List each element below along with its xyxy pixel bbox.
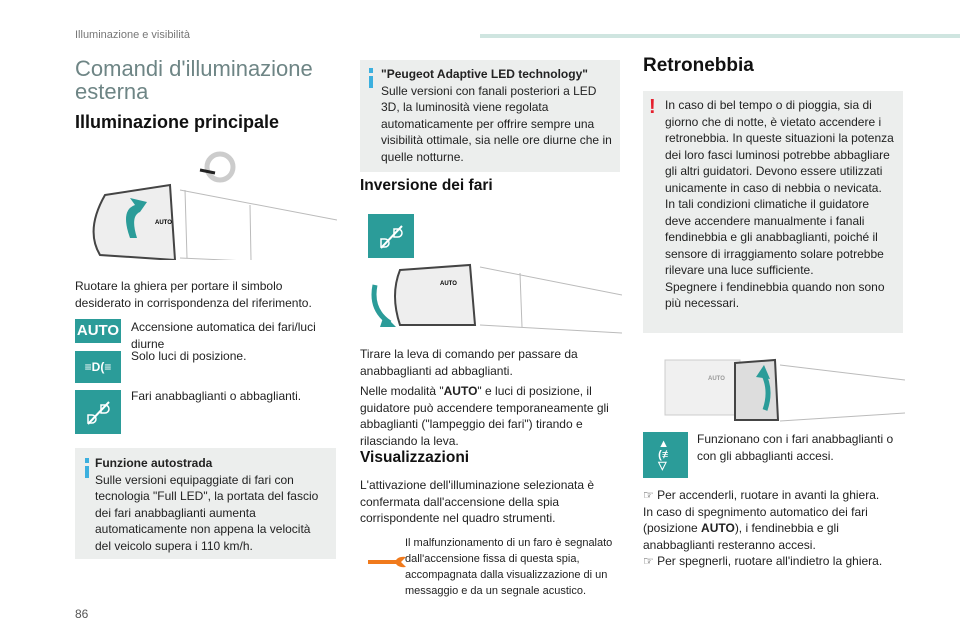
info-text: Sulle versioni con fanali posteriori a LED 3D, la luminosità viene regolata automaticamente per offrire sempre una visibilità ottimale, sia nelle ore diurne che in quelle notturne. <box>381 83 612 164</box>
intro-text: Ruotare la ghiera per portare il simbolo desiderato in corrispondenza del riferimento. <box>75 279 312 310</box>
hand-icon: ☞ <box>643 554 658 568</box>
beam-text: Fari anabbaglianti o abbaglianti. <box>131 389 302 403</box>
heading-main-lighting: Illuminazione principale <box>75 112 280 132</box>
info-title: "Peugeot Adaptive LED technology" <box>381 67 588 81</box>
info-text: Sulle versioni equipaggiate di fari con tecnologia "Full LED", la portata del fascio dei fari anabbaglianti aumenta automaticamente non appena la velocità del veicolo supera i 110 km/h. <box>95 472 319 553</box>
warning-icon: ! <box>649 96 656 118</box>
fog-ring-illustration <box>660 355 905 425</box>
heading-displays: Visualizzazioni <box>360 449 470 466</box>
step-on: Per accenderli, ruotare in avanti la ghiera. <box>657 488 880 502</box>
warning-box-fog <box>643 91 903 333</box>
info-icon-stem <box>369 76 373 88</box>
flash-text <box>360 383 622 449</box>
page-number: 86 <box>75 607 89 621</box>
svg-text:AUTO: AUTO <box>440 281 457 287</box>
info-icon <box>369 68 373 73</box>
header-bar <box>480 34 960 38</box>
stalk-pull-illustration <box>360 255 622 340</box>
info-icon <box>85 458 89 463</box>
section-header: Illuminazione e visibilità <box>75 29 190 41</box>
info-box-adaptive-led <box>360 60 620 172</box>
dipped-main-beam-icon <box>368 214 414 258</box>
info-box-motorway <box>75 448 336 559</box>
fog-text: Funzionano con i fari anabbaglianti o con gli abbaglianti accesi. <box>697 432 894 463</box>
page-title: Comandi d'illuminazione esterna <box>75 56 313 104</box>
info-icon-stem <box>85 466 89 478</box>
flash-text-auto: AUTO <box>443 384 478 398</box>
auto-note-bold: AUTO <box>701 521 735 535</box>
svg-text:AUTO: AUTO <box>708 376 725 382</box>
side-lights-text: Solo luci di posizione. <box>131 349 247 363</box>
auto-note-a: In caso di spegnimento automatico dei fari (posizione <box>643 504 868 535</box>
fog-light-icon: ▲ (≢ ▽ <box>643 432 688 478</box>
step-off: Per spegnerli, ruotare all'indietro la ghiera. <box>657 554 883 568</box>
info-title: Funzione autostrada <box>95 456 213 470</box>
flash-text-a: Nelle modalità " <box>360 384 444 398</box>
auto-note-b: ), i fendinebbia e gli anabbaglianti resteranno accesi. <box>643 521 839 552</box>
flash-text-b: " e luci di posizione, il guidatore può accendere temporaneamente gli abbaglianti ("lampeggio dei fari") tirando e rilasciando la leva. <box>360 384 609 448</box>
lighting-stalk-illustration <box>75 150 337 260</box>
malfunction-text: Il malfunzionamento di un faro è segnalato dall'accensione fissa di questa spia, accompagnata dalla visualizzazione di un messaggio e da un segnale acustico. <box>405 537 613 597</box>
heading-beam-switch: Inversione dei fari <box>360 177 493 194</box>
beam-switch-text: Tirare la leva di comando per passare da anabbaglianti ad abbaglianti. <box>360 347 578 378</box>
displays-text: L'attivazione dell'illuminazione selezionata è confermata dall'accensione della spia corrispondente nel quadro strumenti. <box>360 478 595 525</box>
side-lights-icon: ≡D(≡ <box>75 351 121 383</box>
fog-instructions <box>643 487 908 570</box>
wrench-warning-icon <box>366 555 408 569</box>
auto-text: Accensione automatica dei fari/luci diurne <box>131 320 316 351</box>
dipped-main-beam-icon <box>75 390 121 434</box>
auto-icon: AUTO <box>75 319 121 343</box>
heading-rear-fog: Retronebbia <box>643 55 754 76</box>
svg-text:AUTO: AUTO <box>155 220 172 226</box>
hand-icon: ☞ <box>643 488 658 502</box>
warning-text: In caso di bel tempo o di pioggia, sia di giorno che di notte, è vietato accendere i retronebbia. In queste situazioni la potenza dei loro fasci luminosi potrebbe abbagliare gli altri guidatori. Devono essere utilizzati unicamente in caso di nebbia o nevicata. In tali condizioni climatiche il guidatore deve accendere manualmente i fanali fendinebbia e gli anabbaglianti, poiché il sensore di irraggiamento solare potrebbe rilevare una luce sufficiente. Spegnere i fendinebbia quando non sono più necessari. <box>665 98 894 310</box>
